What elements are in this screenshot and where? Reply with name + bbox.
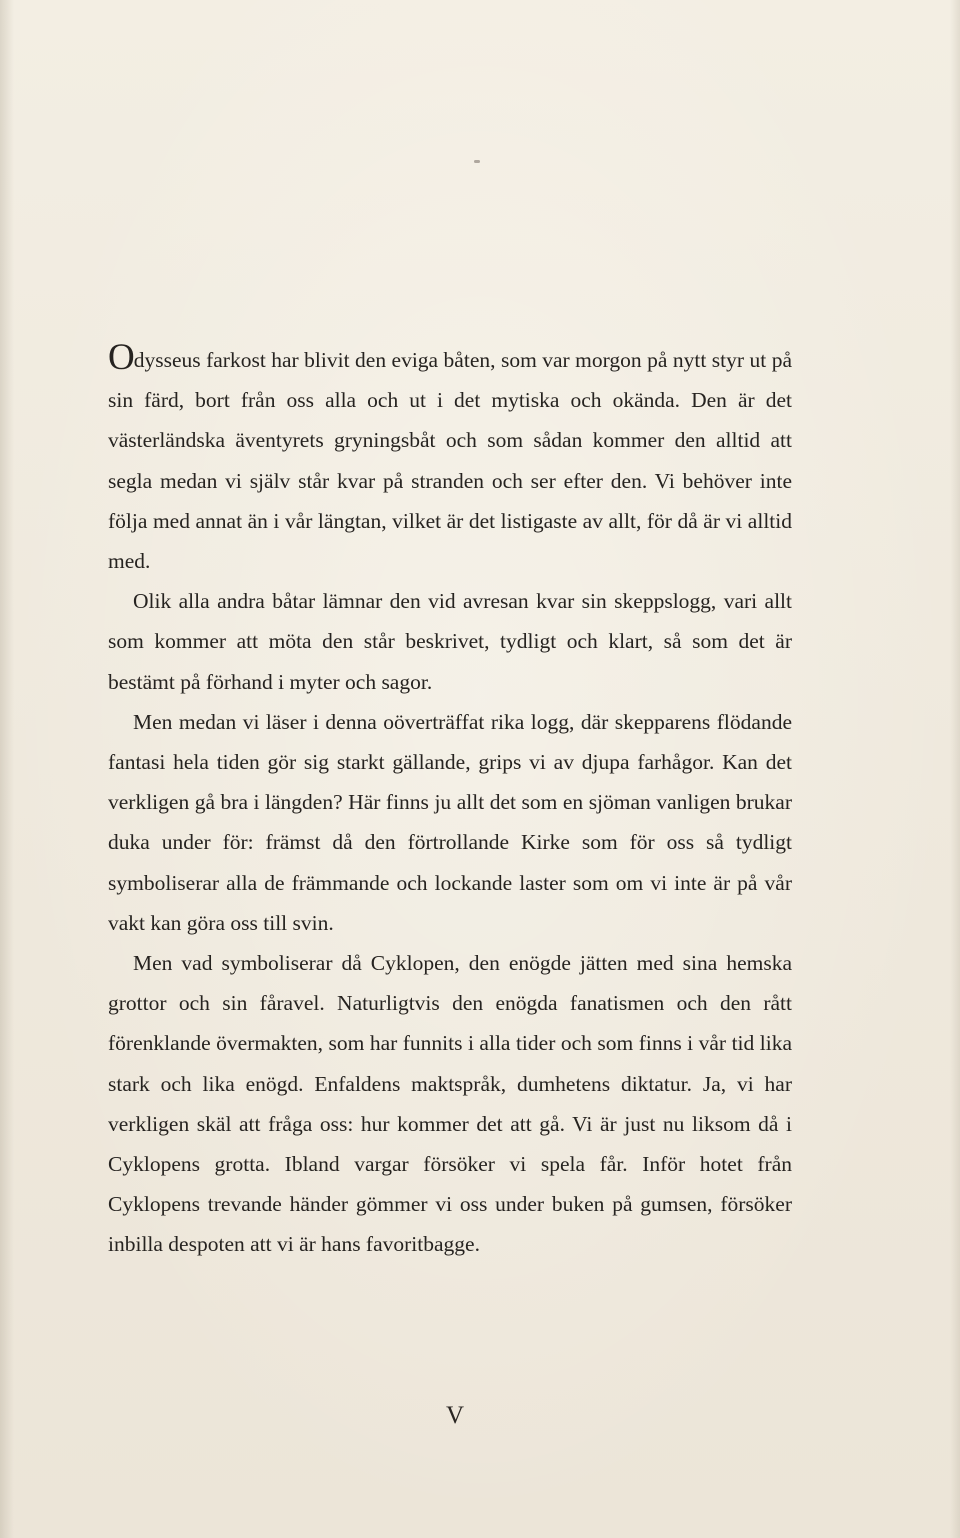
paragraph-3: Men medan vi läser i denna oöverträffat rika logg, där skepparens flödande fantasi hela tiden gör sig starkt gällande, grips vi av djupa farhågor. Kan det verkligen gå bra i längden? Här finns ju allt det som en sjöman vanligen brukar duka under för: främst då den förtrollande Kirke som för oss så tydligt symboliserar alla de främmande och lockande laster som om vi inte är på vår vakt kan göra oss till svin. <box>108 709 792 935</box>
page-edge-shadow-right <box>950 0 960 1538</box>
paragraph-1 <box>108 337 792 581</box>
body-text <box>108 337 792 1265</box>
page-number: V <box>445 1402 465 1429</box>
paragraph-4: Men vad symboliserar då Cyklopen, den enögde jätten med sina hemska grottor och sin fåravel. Naturligtvis den enögda fanatismen och den rått förenklande övermakten, som har funnits i alla tider och som finns i vår tid lika stark och lika enögd. Enfaldens maktspråk, dumhetens diktatur. Ja, vi har verkligen skäl att fråga oss: hur kommer det att gå. Vi är just nu liksom då i Cyklopens grotta. Ibland vargar försöker vi spela får. Inför hotet från Cyklopens trevande händer gömmer vi oss under buken på gumsen, försöker inbilla despoten att vi är hans favoritbagge. <box>108 951 792 1257</box>
paper-speck <box>474 160 480 163</box>
paragraph-1-text: dysseus farkost har blivit den eviga båten, som var morgon på nytt styr ut på sin färd, bort från oss alla och ut i det mytiska och okända. Den är det västerländska äventyrets gryningsbåt och som sådan kommer den alltid att segla medan vi själv står kvar på stranden och ser efter den. Vi behöver inte följa med annat än i vår längtan, vilket är det listigaste av allt, för då är vi alltid med. <box>108 348 792 574</box>
paragraph-2: Olik alla andra båtar lämnar den vid avresan kvar sin skeppslogg, vari allt som kommer att möta den står beskrivet, tydligt och klart, så som det är bestämt på förhand i myter och sagor. <box>108 589 792 694</box>
drop-cap-letter: O <box>108 337 134 378</box>
page-edge-shadow-left <box>0 0 14 1538</box>
